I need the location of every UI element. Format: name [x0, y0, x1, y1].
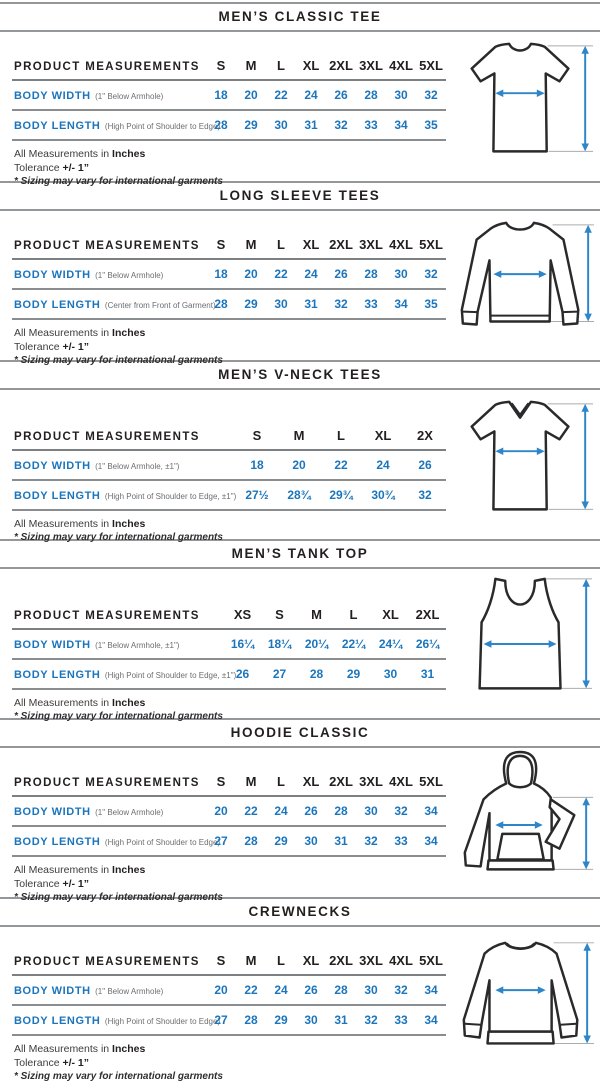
note-bold-text: Inches [112, 148, 145, 160]
measurement-value: 32 [416, 80, 446, 110]
table-row [12, 289, 446, 319]
row-sublabel: (Center from Front of Garment) [105, 301, 216, 310]
note-bold-text: +/- 1” [62, 162, 89, 174]
measurement-value: 28 [236, 1005, 266, 1035]
measurements-table [12, 237, 446, 320]
measurement-value: 22 [236, 975, 266, 1005]
measurement-value: 28 [298, 659, 335, 689]
note-bold-text: +/- 1” [62, 341, 89, 353]
measurement-value: 34 [416, 975, 446, 1005]
size-column-header: XL [296, 774, 326, 796]
size-column-header: M [236, 774, 266, 796]
note-text: * Sizing may vary for international garments [14, 1071, 223, 1082]
measurements-table [12, 607, 446, 690]
note-line [14, 711, 448, 722]
table-header-label: PRODUCT MEASUREMENTS [12, 953, 206, 975]
measurement-value: 32 [404, 480, 446, 510]
section-content [0, 211, 600, 368]
measurement-value: 32 [356, 1005, 386, 1035]
size-column-header: M [236, 953, 266, 975]
row-label-cell [12, 450, 236, 480]
row-label-cell [12, 259, 206, 289]
measurements-table [12, 428, 446, 511]
row-sublabel: (High Point of Shoulder to Edge) [105, 122, 220, 131]
size-column-header: 5XL [416, 58, 446, 80]
row-label-cell [12, 80, 206, 110]
note-line [14, 532, 448, 543]
size-chart-page [0, 2, 600, 1076]
row-label: BODY LENGTH [14, 120, 100, 132]
row-label-cell [12, 480, 236, 510]
note-bold-text: Inches [112, 1043, 145, 1055]
tee-drawing [449, 34, 599, 182]
measurement-value: 20¼ [298, 629, 335, 659]
measurement-value: 24 [362, 450, 404, 480]
row-sublabel: (High Point of Shoulder to Edge, ±1") [105, 671, 236, 680]
size-column-header: 4XL [386, 237, 416, 259]
measurement-value: 30 [296, 826, 326, 856]
size-column-header: L [335, 607, 372, 629]
size-column-header: S [206, 953, 236, 975]
section-title: CREWNECKS [0, 904, 600, 919]
row-label: BODY WIDTH [14, 90, 91, 102]
note-bold-text: Inches [112, 518, 145, 530]
measurement-value: 18¼ [261, 629, 298, 659]
size-column-header: M [236, 237, 266, 259]
size-column-header: 3XL [356, 237, 386, 259]
section-content [0, 927, 600, 1084]
notes [12, 697, 448, 722]
measurement-value: 24 [296, 259, 326, 289]
row-sublabel: (1" Below Armhole, ±1") [95, 641, 179, 650]
measurement-value: 28 [206, 289, 236, 319]
measurement-value: 26 [326, 80, 356, 110]
measurement-value: 27 [261, 659, 298, 689]
measurement-value: 22 [320, 450, 362, 480]
measurement-value: 34 [386, 110, 416, 140]
size-column-header: 4XL [386, 774, 416, 796]
note-bold-text: Inches [112, 327, 145, 339]
note-text: * Sizing may vary for international garments [14, 711, 223, 722]
size-column-header: M [236, 58, 266, 80]
measurement-value: 28¾ [278, 480, 320, 510]
crewneck-illustration [448, 927, 600, 1084]
measurements-area [12, 32, 448, 189]
measurement-value: 28 [356, 259, 386, 289]
row-label: BODY LENGTH [14, 1015, 100, 1027]
note-line [14, 1071, 448, 1082]
size-column-header: 4XL [386, 58, 416, 80]
v-neck-drawing [449, 392, 599, 540]
measurement-value: 28 [236, 826, 266, 856]
tank-illustration [448, 569, 600, 724]
measurement-value: 28 [356, 80, 386, 110]
note-line [14, 864, 448, 876]
note-line [14, 176, 448, 187]
long-sleeve-drawing [449, 213, 599, 361]
size-column-header: 2XL [409, 607, 446, 629]
section-title: MEN’S TANK TOP [0, 546, 600, 561]
measurement-value: 24 [296, 80, 326, 110]
measurement-value: 31 [296, 110, 326, 140]
note-text: Tolerance [14, 162, 62, 174]
measurement-value: 30 [356, 975, 386, 1005]
size-column-header: 5XL [416, 237, 446, 259]
note-text: All Measurements in [14, 1043, 112, 1055]
note-line [14, 148, 448, 160]
size-column-header: 4XL [386, 953, 416, 975]
measurement-value: 20 [236, 259, 266, 289]
note-line [14, 1057, 448, 1069]
note-text: * Sizing may vary for international garments [14, 532, 223, 543]
note-bold-text: +/- 1” [62, 878, 89, 890]
measurement-value: 22 [236, 796, 266, 826]
size-column-header: M [278, 428, 320, 450]
table-row [12, 975, 446, 1005]
size-chart-section-tank [0, 539, 600, 718]
table-header-row [12, 428, 446, 450]
measurement-value: 29¾ [320, 480, 362, 510]
note-text: Tolerance [14, 341, 62, 353]
measurement-value: 18 [206, 259, 236, 289]
measurement-value: 33 [386, 1005, 416, 1035]
note-text: * Sizing may vary for international garments [14, 892, 223, 903]
notes [12, 327, 448, 366]
measurement-value: 24 [266, 796, 296, 826]
table-header-label: PRODUCT MEASUREMENTS [12, 428, 236, 450]
section-title: MEN’S V-NECK TEES [0, 367, 600, 382]
measurement-value: 28 [206, 110, 236, 140]
note-text: All Measurements in [14, 697, 112, 709]
measurement-value: 18 [236, 450, 278, 480]
row-sublabel: (High Point of Shoulder to Edge) [105, 838, 220, 847]
crewneck-drawing [449, 929, 599, 1077]
size-column-header: 2XL [326, 237, 356, 259]
measurement-value: 27½ [236, 480, 278, 510]
measurement-value: 27 [206, 1005, 236, 1035]
size-chart-section-vneck [0, 360, 600, 539]
table-row [12, 450, 446, 480]
size-chart-section-tee [0, 2, 600, 181]
section-content [0, 32, 600, 189]
size-column-header: 3XL [356, 58, 386, 80]
size-column-header: M [298, 607, 335, 629]
row-label: BODY LENGTH [14, 669, 100, 681]
size-column-header: 5XL [416, 774, 446, 796]
table-row [12, 659, 446, 689]
size-column-header: L [266, 774, 296, 796]
note-bold-text: +/- 1” [62, 1057, 89, 1069]
measurement-value: 29 [236, 289, 266, 319]
note-text: All Measurements in [14, 864, 112, 876]
row-label-cell [12, 659, 224, 689]
section-title: LONG SLEEVE TEES [0, 188, 600, 203]
measurement-value: 29 [266, 1005, 296, 1035]
section-content [0, 569, 600, 724]
tank-top-drawing [449, 571, 599, 719]
hoodie-illustration [448, 748, 600, 905]
size-column-header: S [261, 607, 298, 629]
measurement-value: 34 [386, 289, 416, 319]
table-row [12, 796, 446, 826]
note-line [14, 1043, 448, 1055]
measurement-value: 26 [224, 659, 261, 689]
measurements-area [12, 927, 448, 1084]
size-column-header: 2X [404, 428, 446, 450]
note-text: * Sizing may vary for international garments [14, 355, 223, 366]
measurement-value: 31 [326, 826, 356, 856]
row-sublabel: (1" Below Armhole) [95, 808, 163, 817]
section-title: HOODIE CLASSIC [0, 725, 600, 740]
note-line [14, 327, 448, 339]
size-column-header: S [206, 237, 236, 259]
row-sublabel: (High Point of Shoulder to Edge, ±1") [105, 492, 236, 501]
row-label: BODY WIDTH [14, 806, 91, 818]
measurement-value: 35 [416, 289, 446, 319]
row-label: BODY WIDTH [14, 269, 91, 281]
row-label: BODY LENGTH [14, 490, 100, 502]
row-label-cell [12, 289, 206, 319]
measurement-value: 26 [296, 796, 326, 826]
notes [12, 518, 448, 543]
row-label-cell [12, 796, 206, 826]
size-column-header: 3XL [356, 953, 386, 975]
size-chart-section-longsleeve [0, 181, 600, 360]
notes [12, 1043, 448, 1082]
size-chart-section-hoodie [0, 718, 600, 897]
size-column-header: 2XL [326, 58, 356, 80]
measurement-value: 30 [266, 289, 296, 319]
measurement-value: 22¼ [335, 629, 372, 659]
measurement-value: 30 [266, 110, 296, 140]
size-column-header: L [320, 428, 362, 450]
measurement-value: 22 [266, 259, 296, 289]
notes [12, 864, 448, 903]
measurement-value: 29 [236, 110, 266, 140]
measurement-value: 20 [236, 80, 266, 110]
note-line [14, 355, 448, 366]
measurement-value: 18 [206, 80, 236, 110]
row-label-cell [12, 110, 206, 140]
size-column-header: XL [296, 237, 326, 259]
table-row [12, 1005, 446, 1035]
note-line [14, 518, 448, 530]
size-column-header: XL [296, 953, 326, 975]
section-content [0, 748, 600, 905]
measurement-value: 20 [206, 975, 236, 1005]
row-sublabel: (1" Below Armhole) [95, 271, 163, 280]
tee-illustration [448, 32, 600, 189]
table-row [12, 259, 446, 289]
note-text: * Sizing may vary for international garments [14, 176, 223, 187]
measurement-value: 24¼ [372, 629, 409, 659]
row-label: BODY WIDTH [14, 460, 91, 472]
table-header-label: PRODUCT MEASUREMENTS [12, 237, 206, 259]
table-header-label: PRODUCT MEASUREMENTS [12, 774, 206, 796]
size-column-header: L [266, 58, 296, 80]
size-column-header: 2XL [326, 774, 356, 796]
row-label-cell [12, 826, 206, 856]
measurement-value: 34 [416, 796, 446, 826]
hoodie-drawing [449, 750, 599, 898]
size-column-header: XL [362, 428, 404, 450]
measurements-table [12, 58, 446, 141]
measurement-value: 29 [266, 826, 296, 856]
measurement-value: 35 [416, 110, 446, 140]
measurement-value: 32 [386, 796, 416, 826]
measurements-area [12, 211, 448, 368]
note-line [14, 341, 448, 353]
row-label-cell [12, 1005, 206, 1035]
table-header-row [12, 774, 446, 796]
table-header-row [12, 237, 446, 259]
size-column-header: 3XL [356, 774, 386, 796]
measurements-area [12, 748, 448, 905]
size-column-header: 2XL [326, 953, 356, 975]
measurement-value: 27 [206, 826, 236, 856]
size-column-header: L [266, 237, 296, 259]
table-row [12, 629, 446, 659]
measurements-area [12, 569, 448, 724]
note-text: All Measurements in [14, 327, 112, 339]
size-column-header: S [236, 428, 278, 450]
measurement-value: 26¼ [409, 629, 446, 659]
note-bold-text: Inches [112, 697, 145, 709]
note-text: Tolerance [14, 1057, 62, 1069]
table-row [12, 80, 446, 110]
table-row [12, 480, 446, 510]
row-label-cell [12, 975, 206, 1005]
note-text: Tolerance [14, 878, 62, 890]
note-bold-text: Inches [112, 864, 145, 876]
measurement-value: 33 [356, 110, 386, 140]
note-line [14, 697, 448, 709]
measurement-value: 20 [206, 796, 236, 826]
size-column-header: XL [296, 58, 326, 80]
measurement-value: 30¾ [362, 480, 404, 510]
measurement-value: 34 [416, 826, 446, 856]
measurement-value: 34 [416, 1005, 446, 1035]
measurement-value: 31 [296, 289, 326, 319]
size-column-header: S [206, 774, 236, 796]
table-header-row [12, 58, 446, 80]
row-label: BODY WIDTH [14, 985, 91, 997]
longsleeve-illustration [448, 211, 600, 368]
row-sublabel: (1" Below Armhole) [95, 987, 163, 996]
measurement-value: 28 [326, 796, 356, 826]
measurement-value: 30 [296, 1005, 326, 1035]
measurements-table [12, 953, 446, 1036]
table-row [12, 110, 446, 140]
measurement-value: 32 [356, 826, 386, 856]
measurement-value: 32 [326, 289, 356, 319]
row-label: BODY WIDTH [14, 639, 91, 651]
table-header-label: PRODUCT MEASUREMENTS [12, 607, 224, 629]
section-title: MEN’S CLASSIC TEE [0, 9, 600, 24]
measurement-value: 32 [416, 259, 446, 289]
row-sublabel: (1" Below Armhole) [95, 92, 163, 101]
note-line [14, 878, 448, 890]
measurements-table [12, 774, 446, 857]
measurement-value: 22 [266, 80, 296, 110]
section-content [0, 390, 600, 545]
measurement-value: 31 [326, 1005, 356, 1035]
note-text: All Measurements in [14, 148, 112, 160]
measurement-value: 32 [386, 975, 416, 1005]
measurement-value: 30 [356, 796, 386, 826]
note-text: All Measurements in [14, 518, 112, 530]
size-column-header: XL [372, 607, 409, 629]
measurement-value: 33 [356, 289, 386, 319]
measurement-value: 30 [386, 259, 416, 289]
table-row [12, 826, 446, 856]
table-header-label: PRODUCT MEASUREMENTS [12, 58, 206, 80]
measurement-value: 30 [386, 80, 416, 110]
measurement-value: 29 [335, 659, 372, 689]
row-sublabel: (High Point of Shoulder to Edge) [105, 1017, 220, 1026]
section-title-bar [0, 2, 600, 32]
row-label: BODY LENGTH [14, 836, 100, 848]
size-column-header: S [206, 58, 236, 80]
measurements-area [12, 390, 448, 545]
vneck-illustration [448, 390, 600, 545]
measurement-value: 26 [404, 450, 446, 480]
table-header-row [12, 607, 446, 629]
measurement-value: 33 [386, 826, 416, 856]
size-column-header: L [266, 953, 296, 975]
notes [12, 148, 448, 187]
measurement-value: 26 [296, 975, 326, 1005]
table-header-row [12, 953, 446, 975]
measurement-value: 26 [326, 259, 356, 289]
row-sublabel: (1" Below Armhole, ±1") [95, 462, 179, 471]
row-label-cell [12, 629, 224, 659]
note-line [14, 892, 448, 903]
size-column-header: XS [224, 607, 261, 629]
measurement-value: 24 [266, 975, 296, 1005]
measurement-value: 32 [326, 110, 356, 140]
size-column-header: 5XL [416, 953, 446, 975]
measurement-value: 16¼ [224, 629, 261, 659]
measurement-value: 28 [326, 975, 356, 1005]
size-chart-section-crewneck [0, 897, 600, 1076]
measurement-value: 30 [372, 659, 409, 689]
measurement-value: 31 [409, 659, 446, 689]
row-label: BODY LENGTH [14, 299, 100, 311]
measurement-value: 20 [278, 450, 320, 480]
note-line [14, 162, 448, 174]
